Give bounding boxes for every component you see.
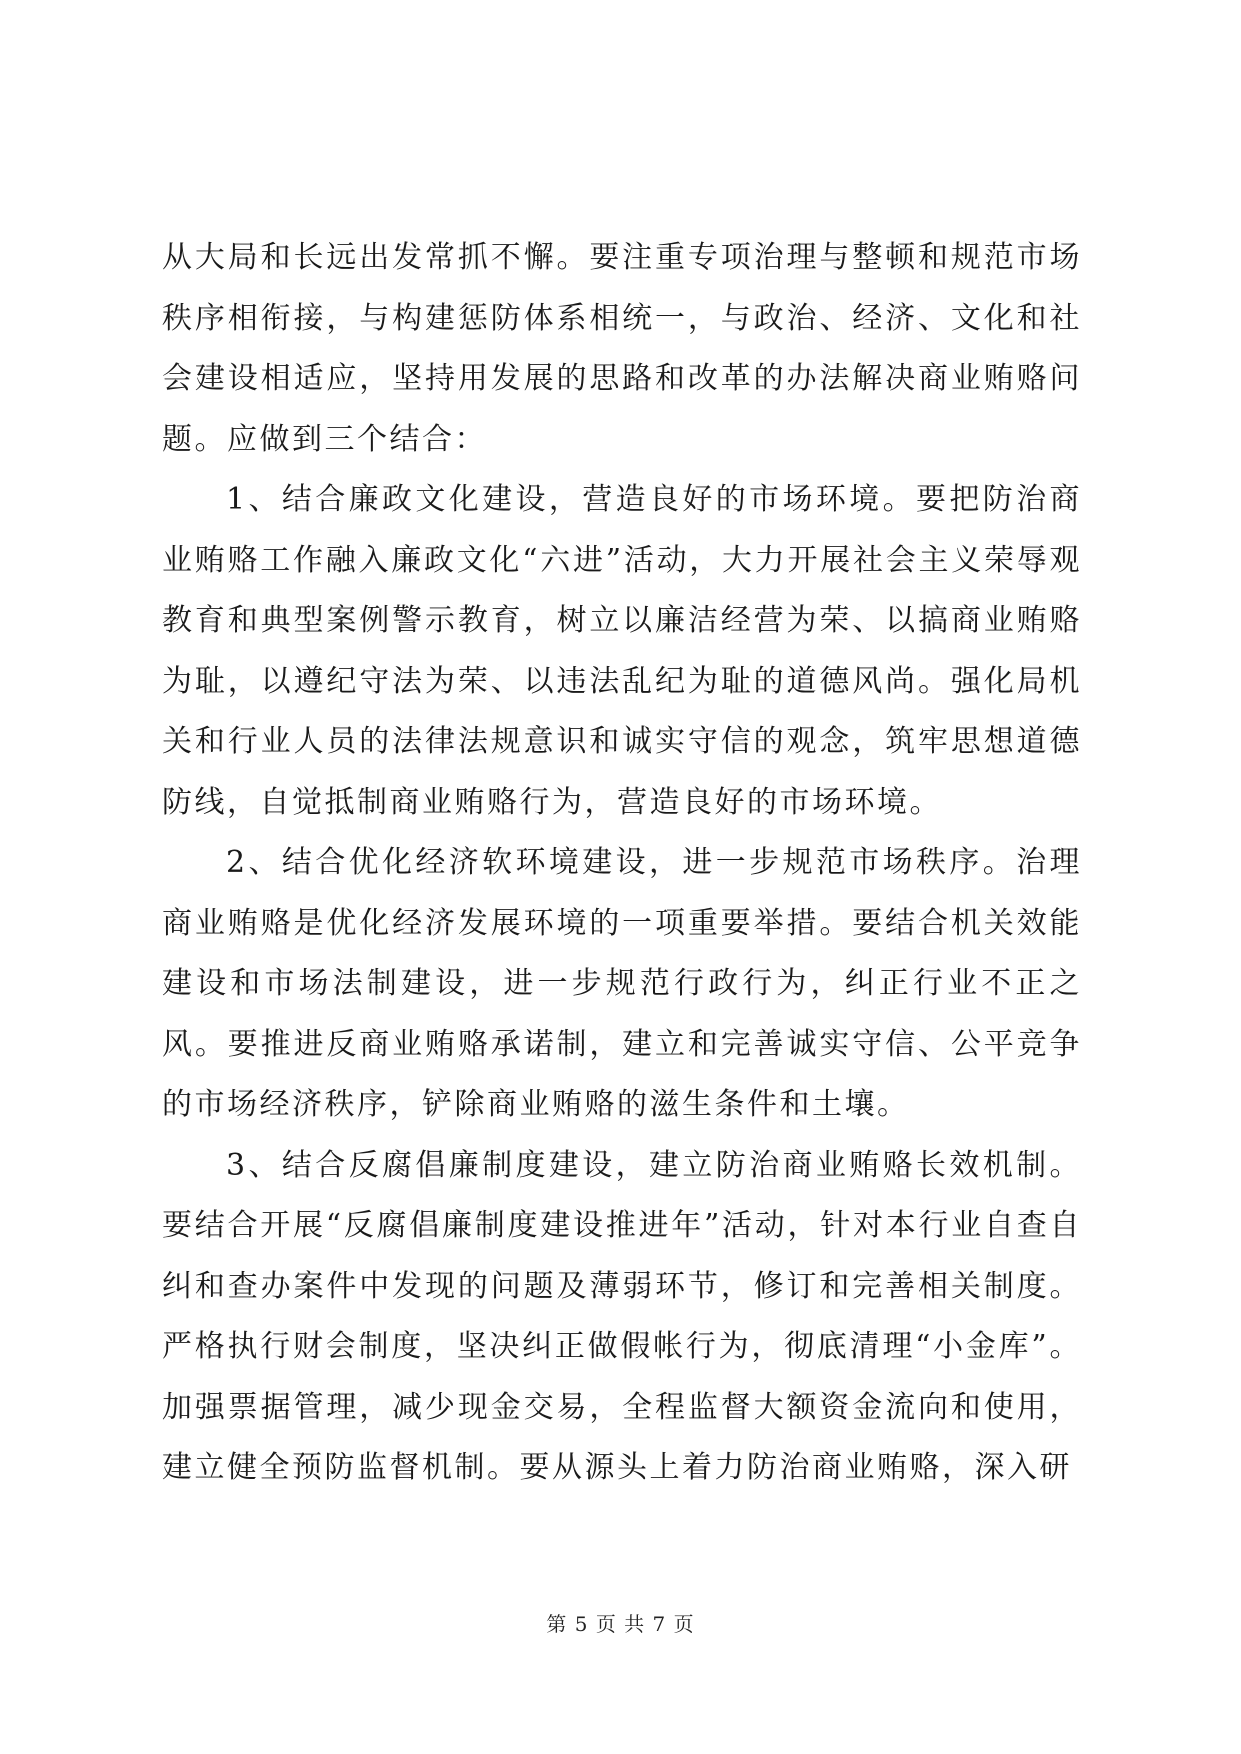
body-text <box>162 228 1082 1499</box>
page-number-footer: 第 5 页 共 7 页 <box>546 1612 695 1636</box>
paragraph-point-1: 1、结合廉政文化建设，营造良好的市场环境。要把防治商业贿赂工作融入廉政文化“六进”活动，大力开展社会主义荣辱观教育和典型案例警示教育，树立以廉洁经营为荣、以搞商业贿赂为耻，以遵纪守法为荣、以违法乱纪为耻的道德风尚。强化局机关和行业人员的法律法规意识和诚实守信的观念，筑牢思想道德防线，自觉抵制商业贿赂行为，营造良好的市场环境。 <box>162 482 1082 820</box>
paragraph-point-3: 3、结合反腐倡廉制度建设，建立防治商业贿赂长效机制。要结合开展“反腐倡廉制度建设推进年”活动，针对本行业自查自纠和查办案件中发现的问题及薄弱环节，修订和完善相关制度。严格执行财会制度，坚决纠正做假帐行为，彻底清理“小金库”。加强票据管理，减少现金交易，全程监督大额资金流向和使用，建立健全预防监督机制。要从源头上着力防治商业贿赂，深入研 <box>162 1147 1082 1485</box>
paragraph-continuation: 从大局和长远出发常抓不懈。要注重专项治理与整顿和规范市场秩序相衔接，与构建惩防体系相统一，与政治、经济、文化和社会建设相适应，坚持用发展的思路和改革的办法解决商业贿赂问题。应做到三个结合： <box>162 240 1082 457</box>
paragraph-point-2: 2、结合优化经济软环境建设，进一步规范市场秩序。治理商业贿赂是优化经济发展环境的一项重要举措。要结合机关效能建设和市场法制建设，进一步规范行政行为，纠正行业不正之风。要推进反商业贿赂承诺制，建立和完善诚实守信、公平竞争的市场经济秩序，铲除商业贿赂的滋生条件和土壤。 <box>162 845 1082 1122</box>
